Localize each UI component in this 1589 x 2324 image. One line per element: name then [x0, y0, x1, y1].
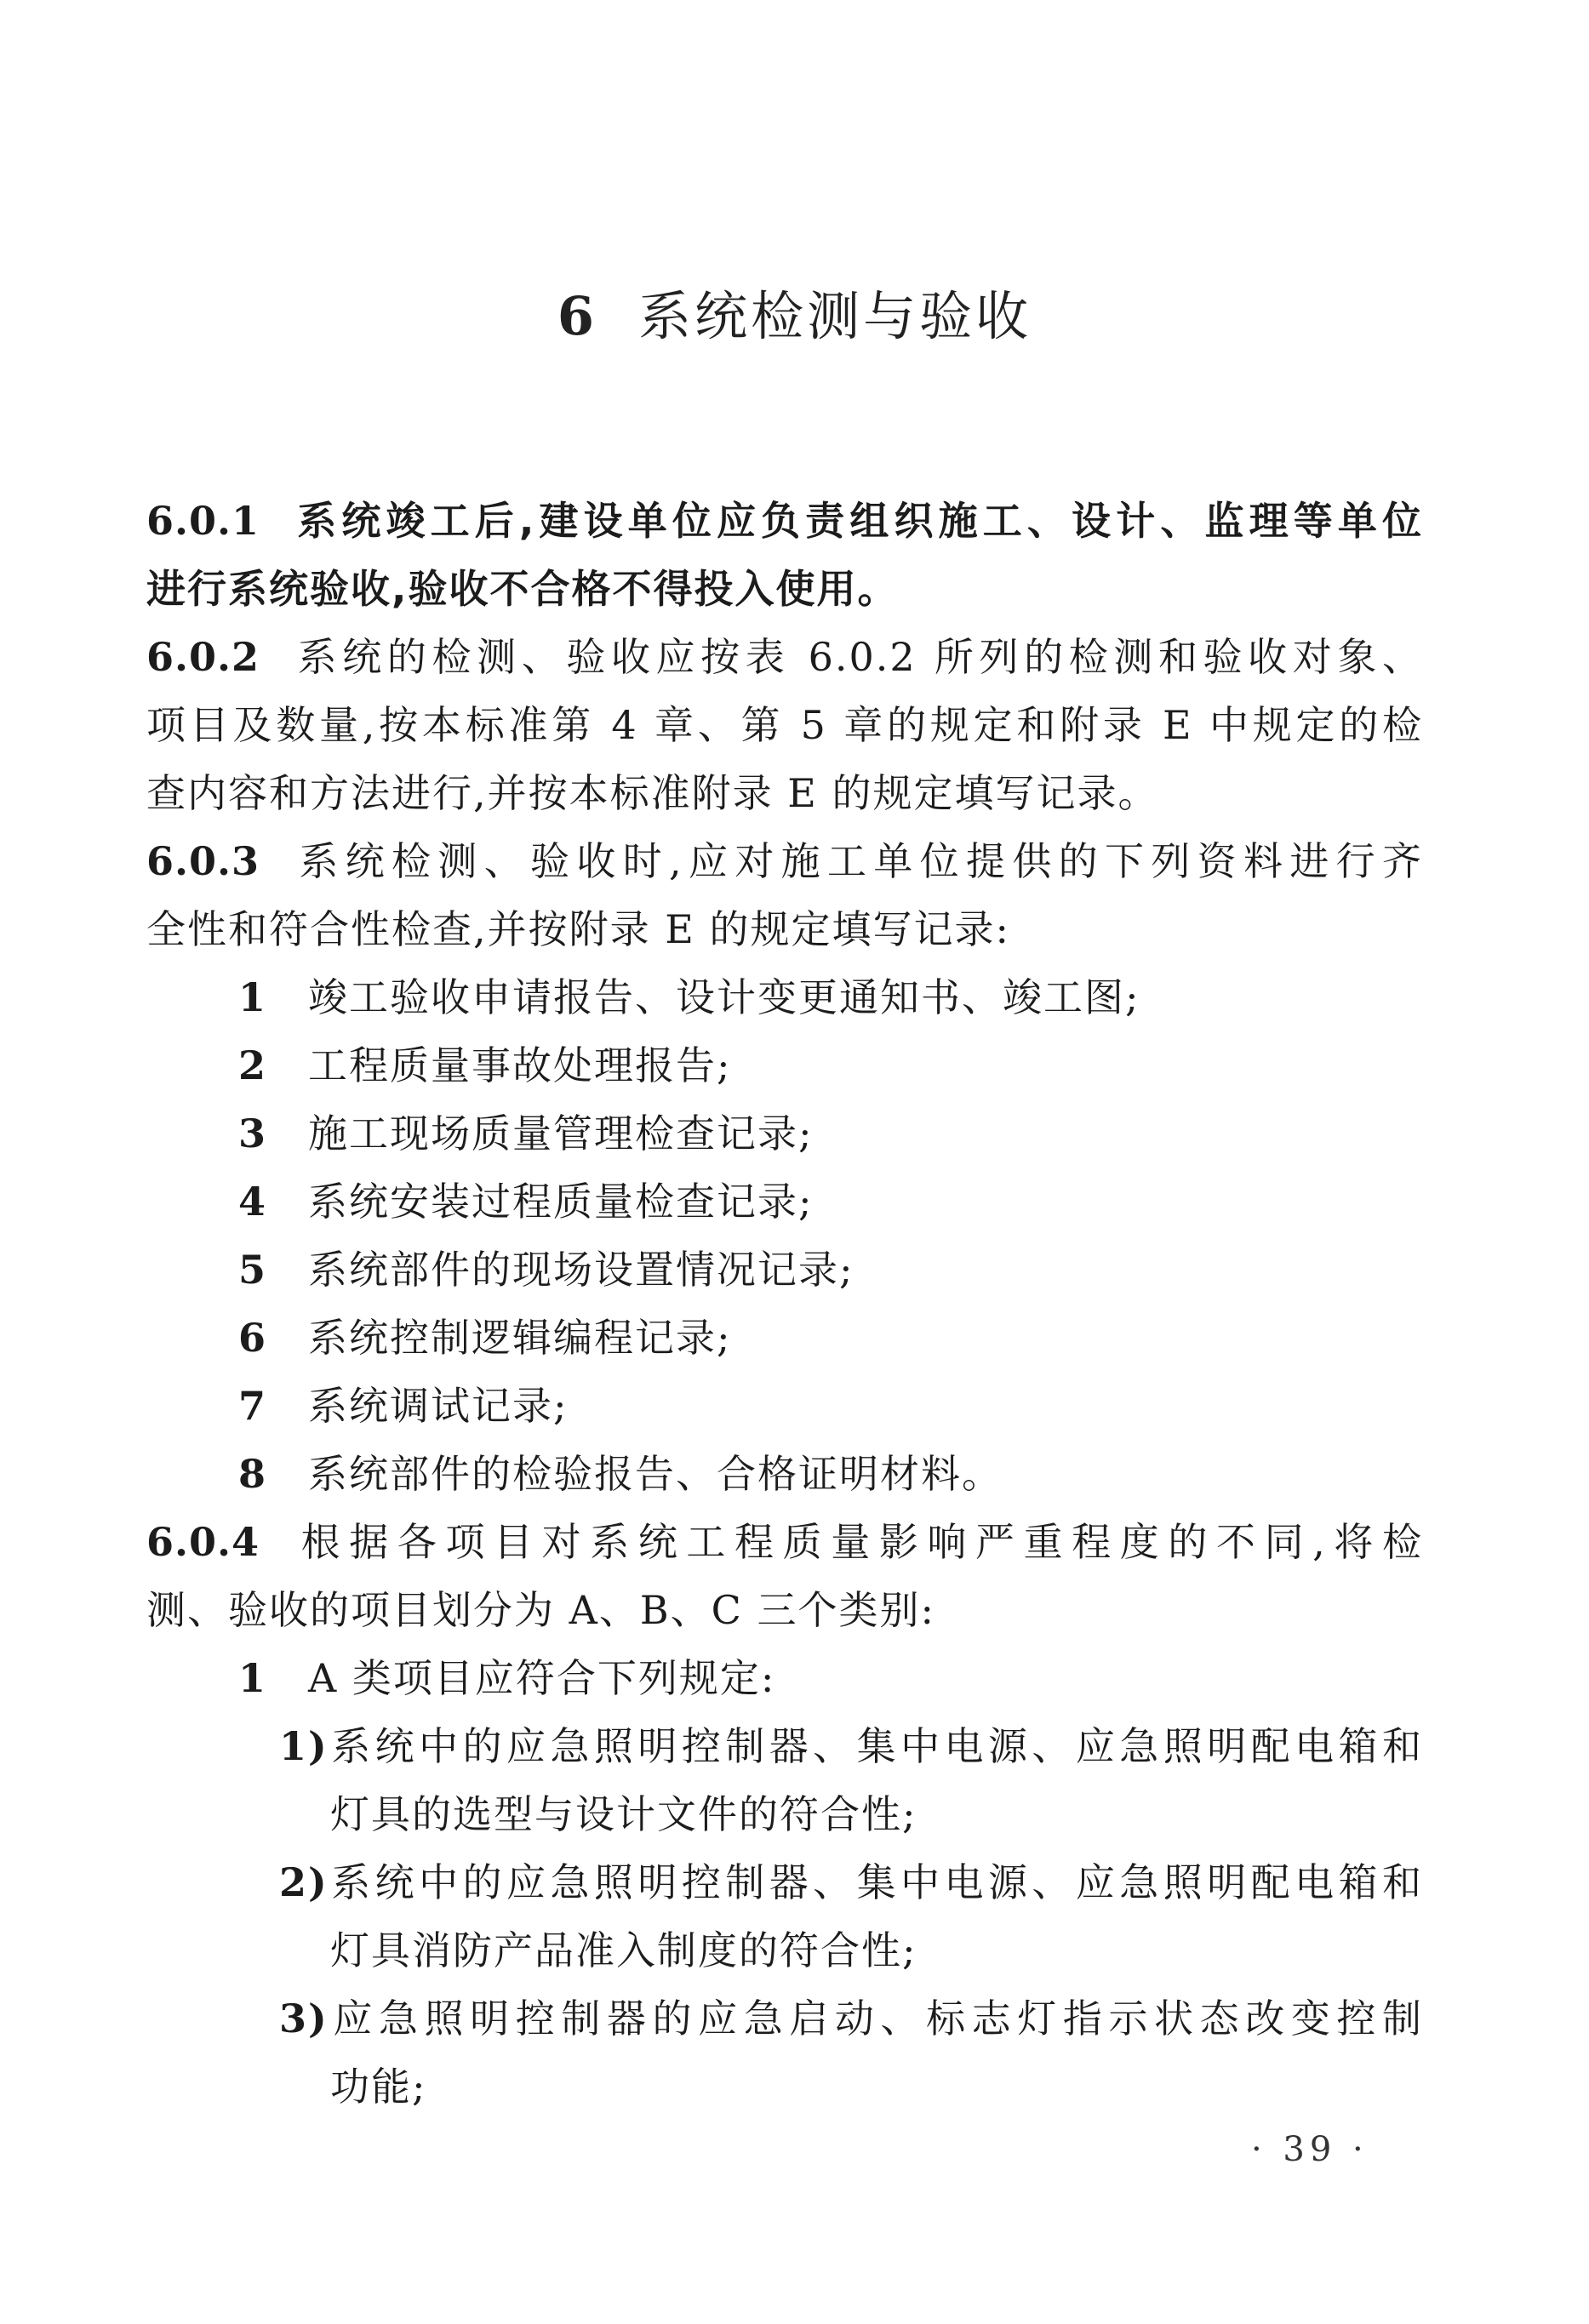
list-item	[146, 963, 1423, 1031]
list-item-number: 5	[238, 1247, 268, 1293]
clause-6-0-3-line-1	[146, 827, 1423, 895]
list-item	[146, 1644, 1423, 1712]
list-item-text: 系统部件的现场设置情况记录;	[308, 1247, 855, 1293]
clause-6-0-2-line-1	[146, 623, 1423, 691]
sub-item-text: 系统中的应急照明控制器、集中电源、应急照明配电箱和	[328, 1723, 1423, 1769]
sub-item-text: 灯具的选型与设计文件的符合性;	[330, 1791, 917, 1837]
list-item-text: 工程质量事故处理报告;	[308, 1042, 732, 1088]
sub-item-line-1	[146, 1848, 1423, 1916]
clause-6-0-4-line-2	[146, 1576, 1423, 1644]
list-item	[146, 1236, 1423, 1304]
clause-text: 全性和符合性检查,并按附录 E 的规定填写记录:	[146, 906, 1010, 952]
list-item-number: 6	[238, 1315, 268, 1361]
sub-item-number: 2)	[279, 1859, 329, 1905]
clause-text: 进行系统验收,验收不合格不得投入使用。	[146, 566, 899, 612]
page-number: · 39 ·	[1251, 2130, 1369, 2169]
sub-item-line-1	[146, 1712, 1423, 1780]
list-item	[146, 1168, 1423, 1236]
sub-item-text: 灯具消防产品准入制度的符合性;	[330, 1927, 917, 1973]
clause-text: 系统竣工后,建设单位应负责组织施工、设计、监理等单位	[294, 498, 1423, 544]
chapter-title	[0, 274, 1589, 350]
clause-number: 6.0.4	[146, 1519, 260, 1565]
list-item	[146, 1304, 1423, 1372]
list-item-text: 竣工验收申请报告、设计变更通知书、竣工图;	[308, 974, 1140, 1020]
chapter-number: 6	[557, 285, 598, 347]
sub-item-line-2	[146, 2053, 1423, 2121]
list-item-text: 系统调试记录;	[308, 1383, 569, 1429]
clause-6-0-3-line-2	[146, 895, 1423, 963]
list-item	[146, 1031, 1423, 1099]
list-item-number: 1	[238, 1655, 268, 1701]
clause-6-0-1-line-1	[146, 487, 1423, 555]
sub-item-text: 系统中的应急照明控制器、集中电源、应急照明配电箱和	[328, 1859, 1423, 1905]
list-item-number: 4	[238, 1179, 268, 1225]
page-content	[146, 487, 1423, 2121]
clause-number: 6.0.1	[146, 498, 260, 544]
list-item-number: 8	[238, 1451, 268, 1497]
chapter-title-text: 系统检测与验收	[638, 285, 1032, 347]
list-item	[146, 1099, 1423, 1168]
list-item-text: 系统控制逻辑编程记录;	[308, 1315, 732, 1361]
list-item-text: 系统安装过程质量检查记录;	[308, 1179, 814, 1225]
clause-number: 6.0.3	[146, 838, 260, 884]
list-item-number: 1	[238, 974, 268, 1020]
sub-item-text: 功能;	[330, 2064, 427, 2110]
clause-6-0-2-line-3	[146, 759, 1423, 827]
list-item-number: 7	[238, 1383, 268, 1429]
clause-text: 测、验收的项目划分为 A、B、C 三个类别:	[146, 1587, 935, 1633]
sub-item-line-1	[146, 1984, 1423, 2053]
list-item-text: A 类项目应符合下列规定:	[308, 1655, 776, 1701]
list-item-text: 系统部件的检验报告、合格证明材料。	[308, 1451, 1003, 1497]
list-item-text: 施工现场质量管理检查记录;	[308, 1111, 814, 1156]
clause-text: 查内容和方法进行,并按本标准附录 E 的规定填写记录。	[146, 770, 1159, 816]
sub-item-number: 1)	[279, 1723, 329, 1769]
sub-item-line-2	[146, 1916, 1423, 1984]
clause-6-0-4-line-1	[146, 1508, 1423, 1576]
sub-item-line-2	[146, 1780, 1423, 1848]
list-item-number: 2	[238, 1042, 268, 1088]
clause-number: 6.0.2	[146, 634, 260, 680]
clause-6-0-2-line-2	[146, 691, 1423, 759]
list-item	[146, 1440, 1423, 1508]
clause-text: 根据各项目对系统工程质量影响严重程度的不同,将检	[294, 1519, 1423, 1565]
clause-text: 系统的检测、验收应按表 6.0.2 所列的检测和验收对象、	[294, 634, 1423, 680]
sub-item-number: 3)	[279, 1996, 329, 2041]
clause-text: 系统检测、验收时,应对施工单位提供的下列资料进行齐	[294, 838, 1423, 884]
list-item-number: 3	[238, 1111, 268, 1156]
sub-item-text: 应急照明控制器的应急启动、标志灯指示状态改变控制	[328, 1996, 1423, 2041]
clause-6-0-1-line-2	[146, 555, 1423, 623]
list-item	[146, 1372, 1423, 1440]
clause-text: 项目及数量,按本标准第 4 章、第 5 章的规定和附录 E 中规定的检	[146, 702, 1423, 748]
